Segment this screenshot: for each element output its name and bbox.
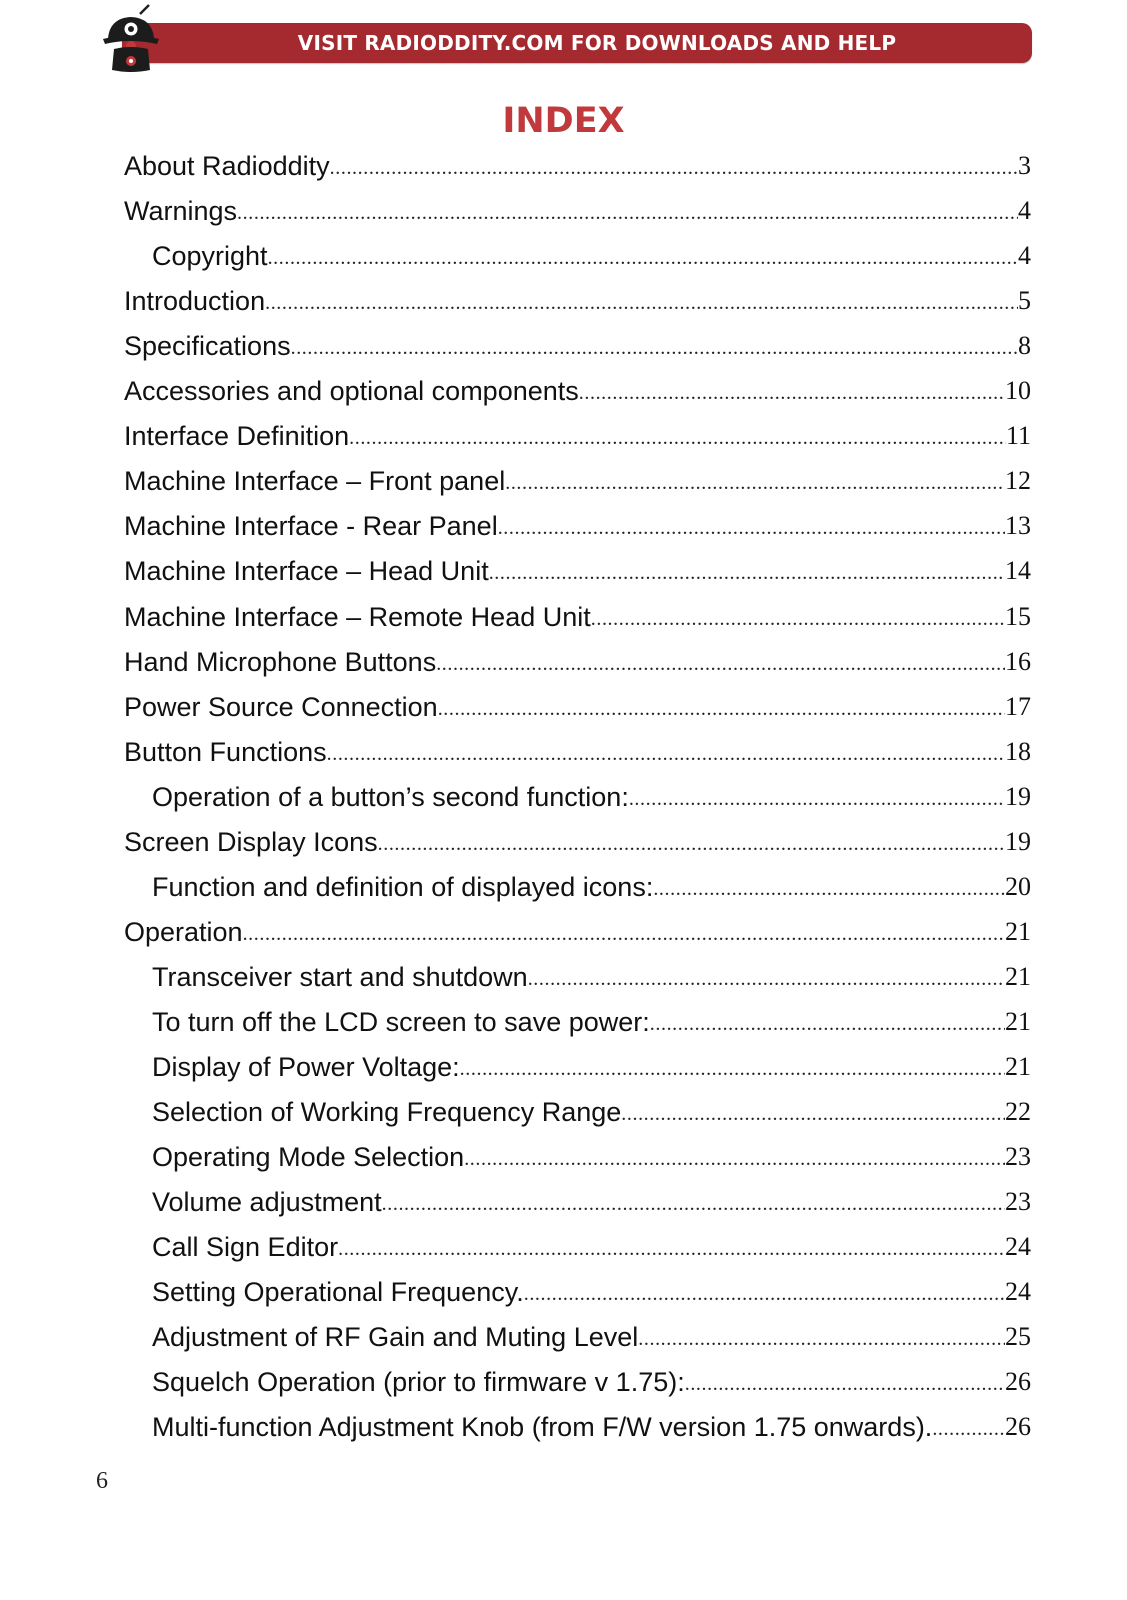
toc-entry-page: 23 (1005, 1187, 1031, 1217)
toc-leader-dots (330, 154, 1018, 182)
toc-leader-dots (291, 334, 1018, 362)
toc-entry[interactable] (152, 1229, 1031, 1265)
toc-entry[interactable] (124, 914, 1031, 950)
toc-entry-label: Squelch Operation (prior to firmware v 1.75): (152, 1367, 685, 1398)
toc-entry-label: Volume adjustment (152, 1187, 382, 1218)
toc-leader-dots (243, 920, 1005, 948)
toc-entry-page: 15 (1005, 601, 1031, 631)
toc-entry-page: 21 (1005, 916, 1031, 946)
toc-entry-label: Screen Display Icons (124, 826, 378, 857)
toc-entry-page: 17 (1005, 691, 1031, 721)
toc-leader-dots (638, 1325, 1005, 1353)
toc-entry-label: Selection of Working Frequency Range (152, 1097, 622, 1128)
toc-entry[interactable] (124, 193, 1031, 229)
page-number: 6 (96, 1468, 108, 1494)
toc-entry[interactable] (152, 1004, 1031, 1040)
toc-entry[interactable] (124, 283, 1031, 319)
toc-leader-dots (932, 1415, 1005, 1443)
toc-entry[interactable] (124, 734, 1031, 770)
toc-entry-page: 21 (1005, 1006, 1031, 1036)
toc-entry-label: About Radioddity (124, 151, 330, 181)
toc-entry-page: 24 (1005, 1232, 1031, 1262)
toc-entry-page: 23 (1005, 1142, 1031, 1172)
toc-entry[interactable] (124, 463, 1031, 499)
toc-entry-page: 25 (1005, 1322, 1031, 1352)
toc-entry[interactable] (124, 644, 1031, 680)
toc-entry-page: 14 (1005, 556, 1031, 586)
toc-leader-dots (629, 785, 1005, 813)
toc-entry[interactable] (124, 418, 1031, 454)
toc-entry-label: Function and definition of displayed icons: (152, 871, 654, 902)
toc-entry-page: 19 (1005, 781, 1031, 811)
toc-entry-label: Machine Interface - Rear Panel (124, 511, 498, 542)
toc-leader-dots (685, 1370, 1005, 1398)
toc-entry-page: 21 (1005, 961, 1031, 991)
toc-entry-label: Operating Mode Selection (152, 1142, 465, 1173)
toc-entry[interactable] (124, 328, 1031, 364)
toc-entry-label: Display of Power Voltage: (152, 1052, 460, 1082)
toc-entry[interactable] (152, 1139, 1031, 1175)
toc-entry-label: Button Functions (124, 736, 327, 767)
toc-entry-label: Machine Interface – Remote Head Unit (124, 601, 591, 632)
toc-leader-dots (524, 1280, 1005, 1308)
toc-entry-page: 10 (1005, 376, 1031, 406)
toc-entry[interactable] (124, 553, 1031, 589)
toc-entry-page: 16 (1005, 646, 1031, 676)
page-title: INDEX (502, 101, 625, 141)
toc-leader-dots (464, 1145, 1005, 1173)
toc-entry-label: Adjustment of RF Gain and Muting Level (152, 1322, 639, 1353)
toc-entry-label: Machine Interface – Front panel (124, 466, 506, 497)
toc-entry-page: 21 (1005, 1052, 1031, 1081)
toc-entry[interactable] (152, 1049, 1031, 1085)
toc-leader-dots (489, 559, 1005, 587)
toc-leader-dots (265, 289, 1018, 317)
banner-text: VISIT RADIODDITY.COM FOR DOWNLOADS AND HELP (297, 31, 897, 55)
toc-entry[interactable] (152, 1319, 1031, 1355)
toc-leader-dots (327, 740, 1005, 768)
toc-entry-label: Accessories and optional components (124, 376, 579, 407)
toc-entry-page: 3 (1018, 151, 1031, 180)
toc-leader-dots (528, 965, 1005, 993)
toc-entry-page: 26 (1005, 1367, 1031, 1397)
toc-leader-dots (268, 244, 1018, 272)
toc-entry[interactable] (152, 1274, 1031, 1310)
toc-leader-dots (653, 875, 1005, 903)
toc-entry[interactable] (152, 1184, 1031, 1220)
toc-entry[interactable] (152, 1094, 1031, 1130)
toc-leader-dots (460, 1055, 1005, 1083)
toc-entry[interactable] (124, 689, 1031, 725)
toc-entry-label: Introduction (124, 286, 266, 317)
toc-entry[interactable] (124, 599, 1031, 635)
toc-entry-label: Operation of a button’s second function: (152, 781, 629, 812)
toc-entry-label: Operation (124, 916, 243, 947)
toc-entry-label: Copyright (152, 241, 268, 272)
toc-entry-page: 18 (1005, 736, 1031, 766)
toc-entry-page: 13 (1005, 511, 1031, 541)
radioddity-robot-logo-icon (100, 4, 162, 76)
toc-leader-dots (498, 514, 1005, 542)
toc-entry-label: Warnings (124, 196, 238, 227)
toc-leader-dots (591, 605, 1005, 633)
toc-entry[interactable] (152, 959, 1031, 995)
toc-entry[interactable] (124, 508, 1031, 544)
toc-leader-dots (579, 379, 1005, 407)
toc-leader-dots (505, 469, 1005, 497)
toc-leader-dots (621, 1100, 1005, 1128)
toc-leader-dots (338, 1235, 1005, 1263)
toc-leader-dots (436, 650, 1005, 678)
toc-entry-label: Hand Microphone Buttons (124, 646, 437, 677)
toc-entry-label: Machine Interface – Head Unit (124, 556, 489, 587)
toc-entry-label: Specifications (124, 331, 291, 362)
toc-entry[interactable] (124, 148, 1031, 184)
toc-entry[interactable] (152, 779, 1031, 815)
toc-entry-page: 24 (1005, 1277, 1031, 1307)
toc-leader-dots (237, 199, 1018, 227)
toc-entry-label: Multi-function Adjustment Knob (from F/W version 1.75 onwards). (152, 1412, 933, 1443)
toc-entry[interactable] (152, 869, 1031, 905)
toc-entry-page: 11 (1005, 421, 1031, 451)
toc-leader-dots (650, 1010, 1005, 1038)
toc-entry[interactable] (152, 1364, 1031, 1400)
toc-entry-label: Power Source Connection (124, 691, 438, 722)
toc-entry-page: 12 (1005, 466, 1031, 496)
toc-entry-label: Setting Operational Frequency. (152, 1277, 524, 1308)
toc-leader-dots (382, 1190, 1005, 1218)
banner-bar[interactable] (122, 23, 1032, 63)
toc-entry-page: 8 (1018, 331, 1031, 361)
toc-entry[interactable] (124, 824, 1031, 860)
toc-entry[interactable] (152, 238, 1031, 274)
toc-entry[interactable] (152, 1409, 1031, 1445)
toc-entry-label: Interface Definition (124, 421, 350, 452)
toc-entry-page: 20 (1005, 871, 1031, 901)
toc-leader-dots (349, 424, 1006, 452)
toc-entry-label: To turn off the LCD screen to save power: (152, 1006, 650, 1037)
toc-entry-page: 5 (1018, 286, 1031, 316)
toc-entry-page: 4 (1018, 241, 1031, 271)
toc-entry-page: 22 (1005, 1097, 1031, 1127)
header-banner (104, 22, 1032, 64)
toc-entry[interactable] (124, 373, 1031, 409)
toc-entry-page: 4 (1018, 196, 1031, 226)
toc-leader-dots (438, 695, 1005, 723)
toc-entry-page: 19 (1005, 826, 1031, 856)
toc-leader-dots (378, 830, 1005, 858)
toc-entry-label: Call Sign Editor (152, 1232, 339, 1263)
toc-entry-page: 26 (1005, 1412, 1031, 1442)
toc-entry-label: Transceiver start and shutdown (152, 961, 528, 992)
